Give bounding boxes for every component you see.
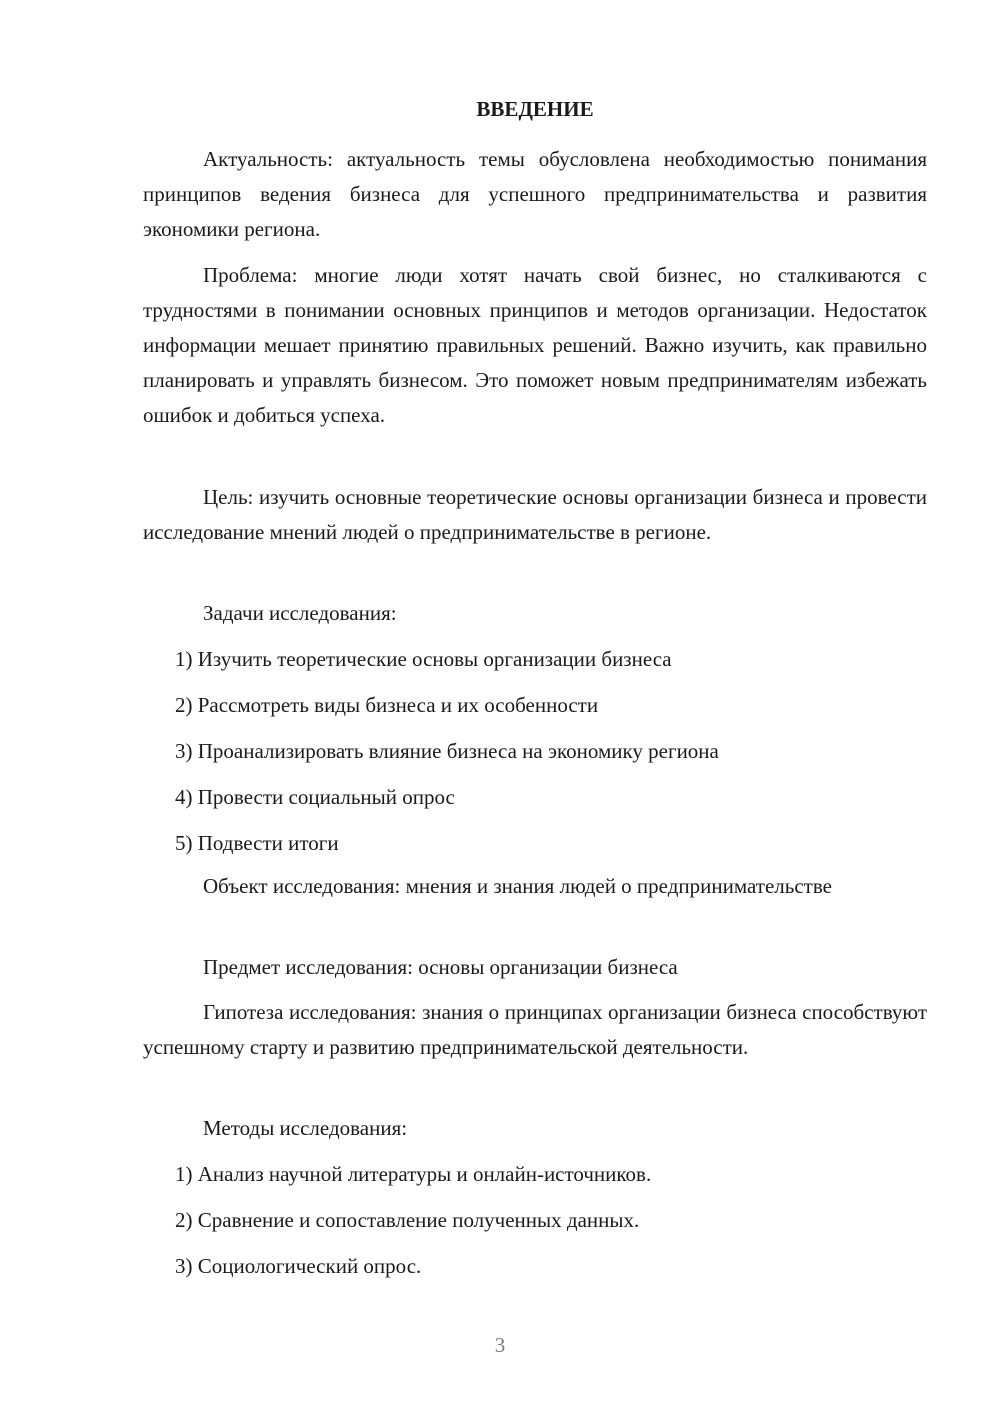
relevance-section: [143, 142, 927, 247]
list-item: 4) Провести социальный опрос: [175, 785, 455, 809]
page-number: 3: [494, 1333, 506, 1357]
list-item: 3) Проанализировать влияние бизнеса на экономику региона: [175, 739, 719, 763]
list-item: 3) Социологический опрос.: [175, 1254, 422, 1278]
object-section: [143, 869, 927, 904]
methods-label: Методы исследования:: [203, 1116, 408, 1140]
list-item: 1) Изучить теоретические основы организации бизнеса: [175, 647, 672, 671]
hypothesis-paragraph: Гипотеза исследования: знания о принципах организации бизнеса способствуют успешному старту и развитию предпринимательской деятельности.: [143, 1000, 927, 1059]
subject-section: [143, 950, 927, 985]
relevance-paragraph: Актуальность: актуальность темы обусловлена необходимостью понимания принципов ведения бизнеса для успешного предпринимательства и развития экономики региона.: [143, 147, 927, 241]
tasks-label: Задачи исследования:: [203, 601, 397, 625]
tasks-section: [143, 596, 927, 861]
goal-section: [143, 480, 927, 550]
goal-paragraph: Цель: изучить основные теоретические основы организации бизнеса и провести исследование мнений людей о предпринимательстве в регионе.: [143, 485, 927, 544]
problem-section: [143, 258, 927, 433]
list-item: 1) Анализ научной литературы и онлайн-источников.: [175, 1162, 652, 1186]
object-paragraph: Объект исследования: мнения и знания людей о предпринимательстве: [203, 874, 832, 898]
list-item: 2) Рассмотреть виды бизнеса и их особенности: [175, 693, 599, 717]
hypothesis-section: [143, 995, 927, 1065]
methods-section: [143, 1111, 927, 1284]
page-title: ВВЕДЕНИЕ: [476, 97, 594, 121]
subject-paragraph: Предмет исследования: основы организации бизнеса: [203, 955, 678, 979]
list-item: 5) Подвести итоги: [175, 831, 339, 855]
list-item: 2) Сравнение и сопоставление полученных данных.: [175, 1208, 640, 1232]
problem-paragraph: Проблема: многие люди хотят начать свой бизнес, но сталкиваются с трудностями в понимании основных принципов и методов организации. Недостаток информации мешает принятию правильных решений. Важно изучить, как правильно планировать и управлять бизнесом. Это поможет новым предпринимателям избежать ошибок и добиться успеха.: [143, 263, 927, 427]
